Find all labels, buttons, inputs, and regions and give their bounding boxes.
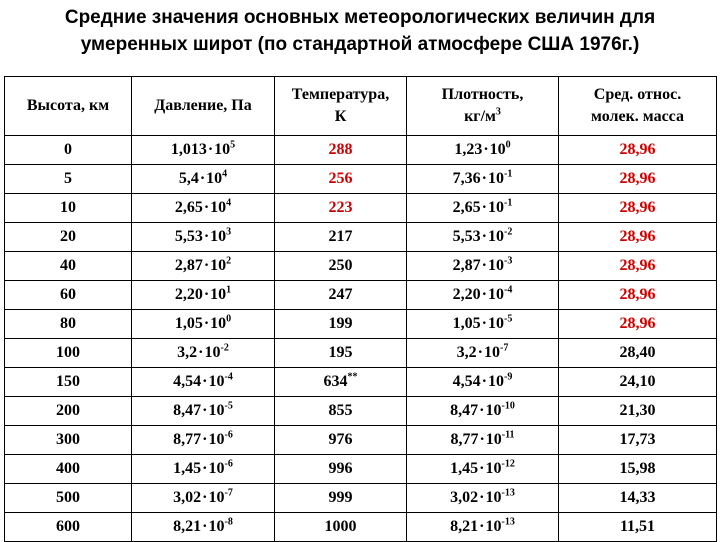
cell-pressure: $8,21\cdot 10^{-8}$ [132,513,275,542]
atmosphere-table [4,76,717,542]
page-title [0,4,720,58]
title-line-1: Средние значения основных метеорологических величин для [64,7,656,28]
cell-density: $3,02\cdot 10^{-13}$ [407,484,559,513]
cell-pressure: $2,87\cdot 10^2$ [132,252,275,281]
table-row [5,310,717,339]
table-row [5,484,717,513]
table-row [5,397,717,426]
table-row [5,368,717,397]
table-row [5,513,717,542]
cell-pressure: $1,45\cdot 10^{-6}$ [132,455,275,484]
header-temperature: Температура, К [275,77,407,136]
header-molar-mass: Сред. относ. молек. масса [559,77,717,136]
cell-density: $5,53\cdot 10^{-2}$ [407,223,559,252]
cell-density: $4,54\cdot 10^{-9}$ [407,368,559,397]
cell-pressure: $2,65\cdot 10^4$ [132,194,275,223]
cell-molar-mass: 17,73 [559,426,717,455]
cell-density: $8,21\cdot 10^{-13}$ [407,513,559,542]
cell-pressure: $1,05\cdot 10^0$ [132,310,275,339]
cell-molar-mass: 28,40 [559,339,717,368]
cell-height: 100 [5,339,132,368]
cell-temperature: 976 [275,426,407,455]
table-row [5,194,717,223]
cell-height: 60 [5,281,132,310]
cell-molar-mass: 28,96 [559,281,717,310]
cell-height: 40 [5,252,132,281]
cell-height: 5 [5,165,132,194]
cell-density: $8,47\cdot 10^{-10}$ [407,397,559,426]
cell-height: 20 [5,223,132,252]
cell-density: $2,20\cdot 10^{-4}$ [407,281,559,310]
cell-pressure: $5,53\cdot 10^3$ [132,223,275,252]
cell-pressure: $8,77\cdot 10^{-6}$ [132,426,275,455]
cell-molar-mass: 14,33 [559,484,717,513]
cell-pressure: $2,20\cdot 10^1$ [132,281,275,310]
table-row [5,165,717,194]
cell-pressure: $3,2\cdot 10^{-2}$ [132,339,275,368]
title-line-2: умеренных широт (по стандартной атмосфере США 1976г.) [80,34,640,55]
cell-molar-mass: 28,96 [559,223,717,252]
cell-temperature: 634** [275,368,407,397]
cell-temperature: 199 [275,310,407,339]
cell-pressure: $8,47\cdot 10^{-5}$ [132,397,275,426]
cell-density: $8,77\cdot 10^{-11}$ [407,426,559,455]
cell-density: $3,2\cdot 10^{-7}$ [407,339,559,368]
table-row [5,426,717,455]
cell-height: 150 [5,368,132,397]
cell-height: 300 [5,426,132,455]
header-density: Плотность, $кг/м^3$ [407,77,559,136]
table-row [5,281,717,310]
cell-temperature: 247 [275,281,407,310]
header-pressure: Давление, Па [132,77,275,136]
table-header-row [5,77,717,136]
cell-height: 400 [5,455,132,484]
cell-temperature: 217 [275,223,407,252]
table-row [5,339,717,368]
cell-pressure: $5,4\cdot 10^4$ [132,165,275,194]
table-row [5,252,717,281]
table-row [5,136,717,165]
cell-temperature: 996 [275,455,407,484]
cell-temperature: 250 [275,252,407,281]
cell-temperature: 256 [275,165,407,194]
cell-height: 500 [5,484,132,513]
cell-temperature: 1000 [275,513,407,542]
cell-height: 200 [5,397,132,426]
cell-pressure: $1,013\cdot 10^5$ [132,136,275,165]
cell-molar-mass: 21,30 [559,397,717,426]
cell-density: $1,45\cdot 10^{-12}$ [407,455,559,484]
cell-molar-mass: 28,96 [559,310,717,339]
header-height: Высота, км [5,77,132,136]
cell-molar-mass: 11,51 [559,513,717,542]
cell-height: 600 [5,513,132,542]
cell-height: 10 [5,194,132,223]
cell-height: 0 [5,136,132,165]
cell-molar-mass: 24,10 [559,368,717,397]
cell-molar-mass: 28,96 [559,194,717,223]
cell-density: $7,36\cdot 10^{-1}$ [407,165,559,194]
cell-temperature: 195 [275,339,407,368]
cell-density: $2,65\cdot 10^{-1}$ [407,194,559,223]
cell-pressure: $4,54\cdot 10^{-4}$ [132,368,275,397]
cell-temperature: 223 [275,194,407,223]
cell-molar-mass: 28,96 [559,136,717,165]
cell-density: $1,23\cdot 10^0$ [407,136,559,165]
table-row [5,223,717,252]
cell-density: $2,87\cdot 10^{-3}$ [407,252,559,281]
cell-height: 80 [5,310,132,339]
cell-temperature: 855 [275,397,407,426]
cell-molar-mass: 28,96 [559,165,717,194]
cell-density: $1,05\cdot 10^{-5}$ [407,310,559,339]
cell-temperature: 999 [275,484,407,513]
table-row [5,455,717,484]
cell-molar-mass: 28,96 [559,252,717,281]
cell-temperature: 288 [275,136,407,165]
cell-molar-mass: 15,98 [559,455,717,484]
cell-pressure: $3,02\cdot 10^{-7}$ [132,484,275,513]
